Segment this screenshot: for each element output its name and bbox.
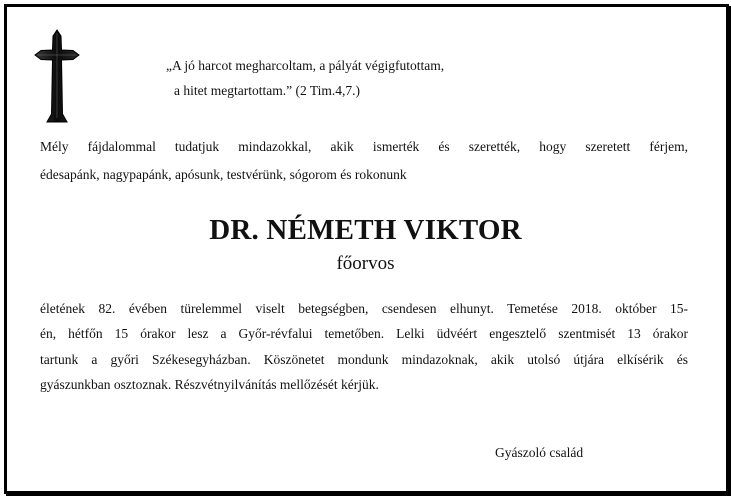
intro-line-2: édesapánk, nagypapánk, apósunk, testvérünk, sógorom és rokonunk bbox=[40, 167, 407, 182]
deceased-name: DR. NÉMETH VIKTOR bbox=[209, 214, 522, 246]
body-line-3: tartunk a győri Székesegyházban. Köszönetet mondunk mindazoknak, akik utolsó útjára elkísérik és bbox=[40, 352, 688, 367]
signature: Gyászoló család bbox=[495, 445, 584, 460]
body-line-4: gyászunkban osztoznak. Részvétnyilvánítás mellőzését kérjük. bbox=[40, 377, 379, 392]
notice-border bbox=[4, 4, 729, 494]
body-line-1: életének 82. évében türelemmel viselt betegségben, csendesen elhunyt. Temetése 2018. október 15- bbox=[40, 301, 688, 316]
deceased-title: főorvos bbox=[336, 253, 395, 274]
cross-icon bbox=[33, 28, 81, 124]
quote-line-1: „A jó harcot megharcoltam, a pályát végigfutottam, bbox=[166, 58, 445, 73]
quote-line-2: a hitet megtartottam.” (2 Tim.4,7.) bbox=[174, 83, 360, 98]
intro-line-1: Mély fájdalommal tudatjuk mindazokkal, akik ismerték és szerették, hogy szeretett férjem, bbox=[40, 139, 688, 154]
body-line-2: én, hétfőn 15 órakor lesz a Győr-révfalui temetőben. Lelki üdvéért engesztelő szentmisét 13 órakor bbox=[40, 326, 688, 341]
